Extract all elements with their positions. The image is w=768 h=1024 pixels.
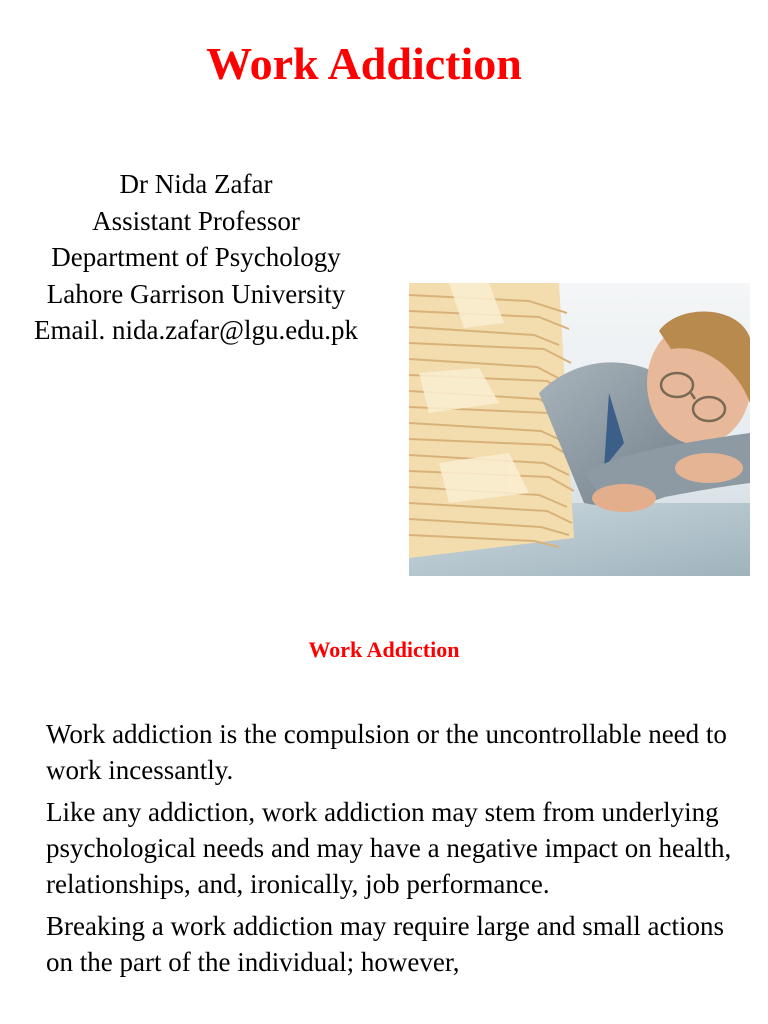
body-text xyxy=(46,716,746,986)
folder-stack xyxy=(409,283,575,558)
author-position: Assistant Professor xyxy=(92,205,300,236)
author-university: Lahore Garrison University xyxy=(46,278,346,309)
author-department: Department of Psychology xyxy=(51,242,341,272)
right-hand xyxy=(675,453,743,483)
photo-illustration xyxy=(409,283,750,576)
author-info xyxy=(0,166,392,349)
author-name: Dr Nida Zafar xyxy=(119,169,273,199)
paragraph: Like any addiction, work addiction may stem from underlying psychological needs and may have a negative impact on health, relationships, and, ironically, job performance. xyxy=(46,797,732,899)
paragraph: Breaking a work addiction may require large and small actions on the part of the individual; however, xyxy=(46,911,725,977)
left-hand xyxy=(592,484,656,512)
section-heading: Work Addiction xyxy=(308,637,460,662)
paragraph: Work addiction is the compulsion or the uncontrollable need to work incessantly. xyxy=(46,719,727,785)
sleeping-worker-photo xyxy=(409,283,750,576)
author-email: Email. nida.zafar@lgu.edu.pk xyxy=(34,315,358,345)
page-title: Work Addiction xyxy=(206,38,522,89)
